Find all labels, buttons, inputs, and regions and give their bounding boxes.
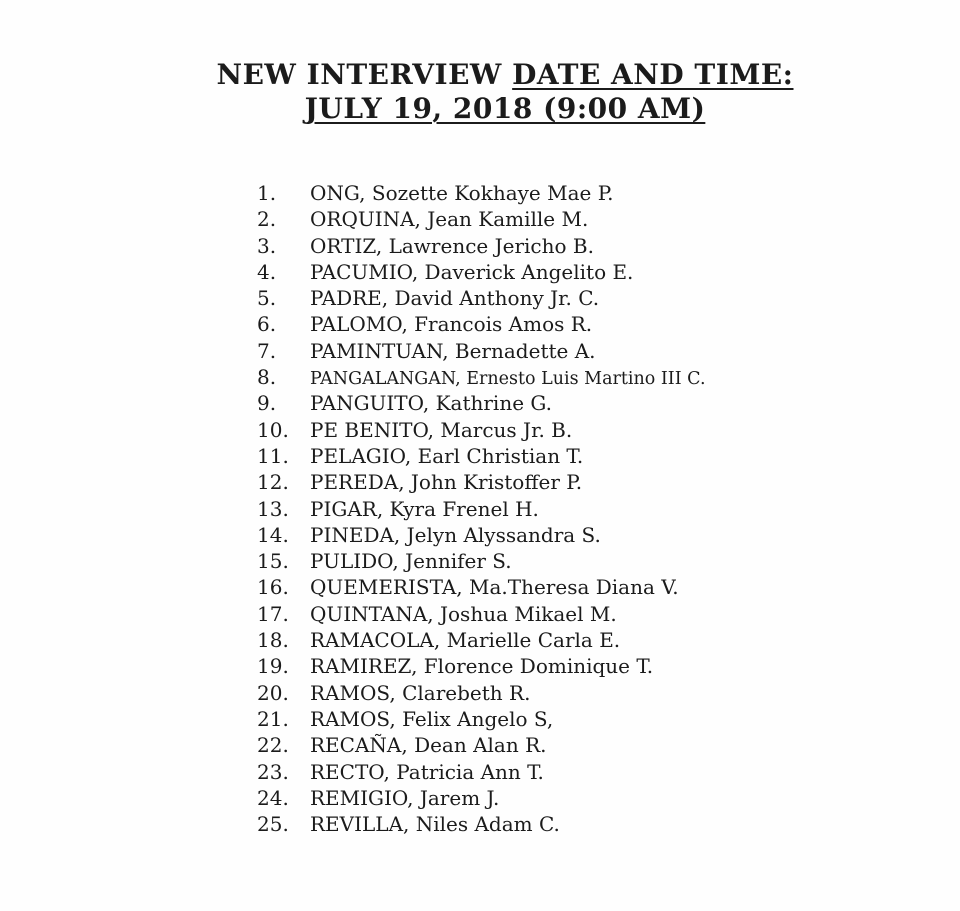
title-prefix: NEW INTERVIEW (216, 58, 513, 91)
list-item-name: ORQUINA, Jean Kamille M. (310, 207, 589, 232)
list-item (257, 180, 706, 206)
list-item-number: 11. (257, 443, 289, 468)
list-item-name: QUEMERISTA, Ma.Theresa Diana V. (310, 575, 679, 600)
list-item (257, 206, 706, 232)
list-item-number: 21. (257, 706, 289, 731)
list-item-name: PIGAR, Kyra Frenel H. (310, 496, 539, 521)
list-item-number: 24. (257, 785, 289, 810)
title-line-1 (50, 58, 960, 92)
list-item-number: 19. (257, 654, 289, 679)
list-item-number: 17. (257, 601, 289, 626)
list-item (257, 338, 706, 364)
list-item-name: PEREDA, John Kristoffer P. (310, 470, 583, 495)
list-item-number: 13. (257, 496, 289, 521)
list-item-name: RECTO, Patricia Ann T. (310, 759, 544, 784)
list-item (257, 285, 706, 311)
list-item-name: PAMINTUAN, Bernadette A. (310, 338, 596, 363)
list-item (257, 259, 706, 285)
list-item-name: PADRE, David Anthony Jr. C. (310, 286, 600, 311)
list-item (257, 364, 706, 390)
list-item-number: 25. (257, 812, 289, 837)
list-item-name: REMIGIO, Jarem J. (310, 785, 500, 810)
list-item (257, 653, 706, 679)
list-item-name: PULIDO, Jennifer S. (310, 549, 512, 574)
list-item (257, 469, 706, 495)
list-item-name: RAMACOLA, Marielle Carla E. (310, 628, 621, 653)
list-item (257, 811, 706, 837)
list-item-number: 10. (257, 417, 289, 442)
list-item-number: 6. (257, 312, 277, 337)
list-item-number: 5. (257, 286, 277, 311)
document-header (0, 58, 960, 126)
list-item-number: 9. (257, 391, 277, 416)
list-item-number: 8. (257, 365, 277, 390)
list-item-name: PANGALANGAN, Ernesto Luis Martino III C. (310, 369, 706, 390)
list-item-number: 16. (257, 575, 289, 600)
list-item (257, 759, 706, 785)
list-item-name: RECAÑA, Dean Alan R. (310, 733, 547, 758)
list-item-number: 18. (257, 628, 289, 653)
list-item-number: 20. (257, 680, 289, 705)
list-item-number: 22. (257, 733, 289, 758)
list-item (257, 601, 706, 627)
list-item (257, 496, 706, 522)
list-item (257, 417, 706, 443)
list-item-name: PE BENITO, Marcus Jr. B. (310, 417, 573, 442)
list-item (257, 443, 706, 469)
list-item (257, 732, 706, 758)
list-item-number: 7. (257, 338, 277, 363)
list-item (257, 522, 706, 548)
list-item-number: 15. (257, 549, 289, 574)
list-item (257, 627, 706, 653)
list-item (257, 311, 706, 337)
list-item-name: QUINTANA, Joshua Mikael M. (310, 601, 617, 626)
document-title (50, 58, 960, 126)
list-item-number: 4. (257, 259, 277, 284)
list-item-number: 1. (257, 181, 277, 205)
list-item-name: PALOMO, Francois Amos R. (310, 312, 593, 337)
list-item-number: 23. (257, 759, 289, 784)
list-item-name: PINEDA, Jelyn Alyssandra S. (310, 522, 601, 547)
list-item-number: 12. (257, 470, 289, 495)
title-line-2: JULY 19, 2018 (9:00 AM) (304, 92, 706, 125)
title-date-time-label: DATE AND TIME: (512, 58, 794, 91)
list-item (257, 390, 706, 416)
list-item (257, 680, 706, 706)
list-item (257, 706, 706, 732)
list-item-name: PELAGIO, Earl Christian T. (310, 443, 584, 468)
list-item (257, 574, 706, 600)
list-item-name: RAMOS, Felix Angelo S, (310, 706, 554, 731)
attendee-list (257, 180, 706, 837)
list-item-name: ORTIZ, Lawrence Jericho B. (310, 233, 594, 258)
list-item (257, 233, 706, 259)
list-item-number: 2. (257, 207, 277, 232)
list-item-name: RAMIREZ, Florence Dominique T. (310, 654, 654, 679)
list-item-name: PANGUITO, Kathrine G. (310, 391, 553, 416)
list-item-name: ONG, Sozette Kokhaye Mae P. (310, 181, 614, 205)
list-item-name: REVILLA, Niles Adam C. (310, 812, 560, 837)
list-item (257, 548, 706, 574)
list-item-number: 3. (257, 233, 277, 258)
list-item (257, 785, 706, 811)
list-item-name: RAMOS, Clarebeth R. (310, 680, 531, 705)
list-item-name: PACUMIO, Daverick Angelito E. (310, 259, 634, 284)
list-item-number: 14. (257, 522, 289, 547)
